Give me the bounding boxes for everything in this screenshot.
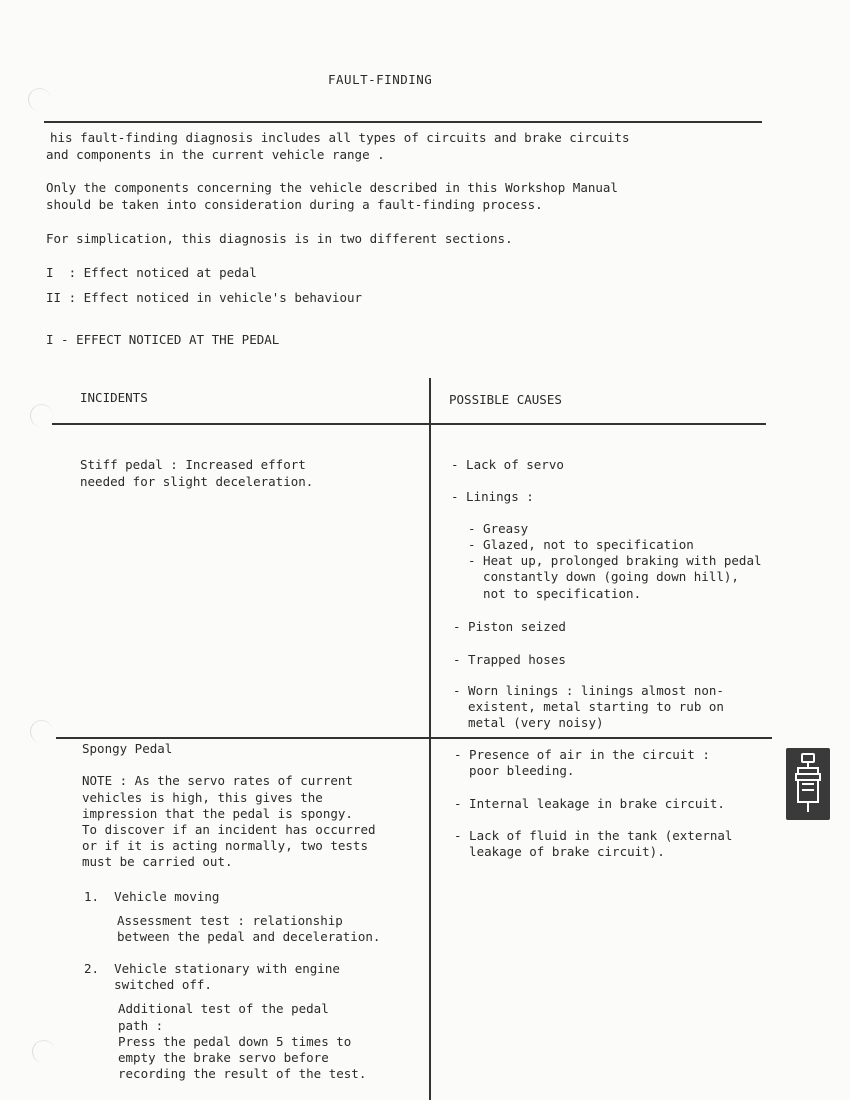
section-heading: I - EFFECT NOTICED AT THE PEDAL <box>46 332 280 347</box>
page-title: FAULT-FINDING <box>328 72 433 87</box>
section-list-item-1: I : Effect noticed at pedal <box>46 265 257 280</box>
spongy-note-1: NOTE : As the servo rates of current <box>82 773 353 788</box>
column-header-incidents: INCIDENTS <box>80 390 148 405</box>
test-2-body-5: recording the result of the test. <box>118 1066 367 1081</box>
brake-cylinder-icon <box>786 748 830 820</box>
test-2-title-2: switched off. <box>84 977 212 992</box>
test-1-body-2: between the pedal and deceleration. <box>117 929 381 944</box>
cause-worn-linings-1: - Worn linings : linings almost non- <box>453 683 724 698</box>
test-2-body-1: Additional test of the pedal <box>118 1001 329 1016</box>
table-vertical-divider <box>429 378 431 1100</box>
cause-internal-leakage: - Internal leakage in brake circuit. <box>454 796 725 811</box>
punch-hole-shadow <box>32 1040 55 1063</box>
cause-worn-linings-2: existent, metal starting to rub on <box>453 699 724 714</box>
punch-hole-shadow <box>28 88 51 111</box>
cause-linings-sub-1: - Greasy <box>468 521 529 536</box>
intro-line-5: For simplication, this diagnosis is in two different sections. <box>46 231 513 246</box>
cause-lack-of-fluid-1: - Lack of fluid in the tank (external <box>454 828 733 843</box>
spongy-note-6: must be carried out. <box>82 854 233 869</box>
test-1-title: 1. Vehicle moving <box>84 889 220 904</box>
cause-linings: - Linings : <box>451 489 534 504</box>
cause-lack-of-servo: - Lack of servo <box>451 457 564 472</box>
cause-trapped-hoses: - Trapped hoses <box>453 652 566 667</box>
punch-hole-shadow <box>30 720 53 743</box>
cause-air-2: poor bleeding. <box>454 763 575 778</box>
spongy-note-3: impression that the pedal is spongy. <box>82 806 353 821</box>
cause-piston-seized: - Piston seized <box>453 619 566 634</box>
table-header-rule <box>52 423 766 425</box>
test-2-body-4: empty the brake servo before <box>118 1050 329 1065</box>
intro-line-1: his fault-finding diagnosis includes all types of circuits and brake circuits <box>50 130 630 145</box>
cause-worn-linings-3: metal (very noisy) <box>453 715 604 730</box>
incident-stiff-line-1: Stiff pedal : Increased effort <box>80 457 306 472</box>
intro-line-2: and components in the current vehicle range . <box>46 147 385 162</box>
test-1-body-1: Assessment test : relationship <box>117 913 343 928</box>
cause-air-1: - Presence of air in the circuit : <box>454 747 710 762</box>
spongy-note-5: or if it is acting normally, two tests <box>82 838 368 853</box>
incident-stiff-line-2: needed for slight deceleration. <box>80 474 314 489</box>
incident-spongy-title: Spongy Pedal <box>82 741 173 756</box>
punch-hole-shadow <box>30 404 53 427</box>
cause-linings-sub-5: not to specification. <box>468 586 642 601</box>
header-rule <box>44 121 762 123</box>
test-2-title-1: 2. Vehicle stationary with engine <box>84 961 340 976</box>
cause-linings-sub-2: - Glazed, not to specification <box>468 537 694 552</box>
spongy-note-4: To discover if an incident has occurred <box>82 822 376 837</box>
table-row-rule <box>56 737 772 739</box>
section-list-item-2: II : Effect noticed in vehicle's behaviour <box>46 290 363 305</box>
spongy-note-2: vehicles is high, this gives the <box>82 790 323 805</box>
column-header-causes: POSSIBLE CAUSES <box>449 392 562 407</box>
test-2-body-2: path : <box>118 1018 164 1033</box>
cause-linings-sub-4: constantly down (going down hill), <box>468 569 739 584</box>
intro-line-3: Only the components concerning the vehicle described in this Workshop Manual <box>46 180 618 195</box>
intro-line-4: should be taken into consideration during a fault-finding process. <box>46 197 543 212</box>
cause-linings-sub-3: - Heat up, prolonged braking with pedal <box>468 553 762 568</box>
cause-lack-of-fluid-2: leakage of brake circuit). <box>454 844 665 859</box>
test-2-body-3: Press the pedal down 5 times to <box>118 1034 352 1049</box>
